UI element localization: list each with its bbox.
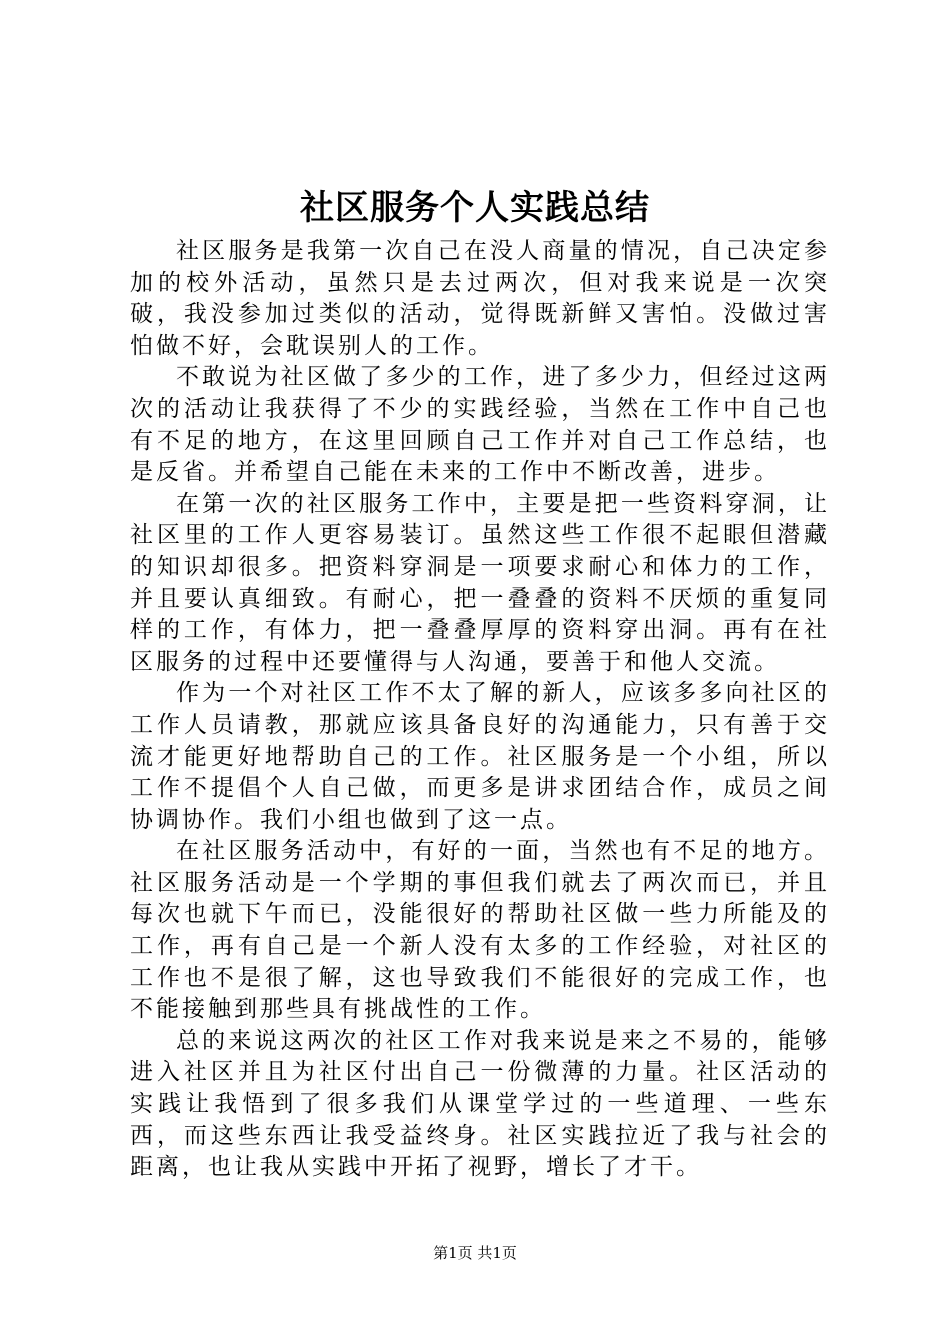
paragraph-6: 总的来说这两次的社区工作对我来说是来之不易的，能够进入社区并且为社区付出自己一份微薄的力量。社区活动的实践让我悟到了很多我们从课堂学过的一些道理、一些东西，而这些东西让我受益终身。社区实践拉近了我与社会的距离，也让我从实践中开拓了视野，增长了才干。 — [130, 1027, 830, 1181]
document-title: 社区服务个人实践总结 — [300, 188, 650, 228]
paragraph-1: 社区服务是我第一次自己在没人商量的情况，自己决定参加的校外活动，虽然只是去过两次，但对我来说是一次突破，我没参加过类似的活动，觉得既新鲜又害怕。没做过害怕做不好，会耽误别人的工作。 — [130, 238, 830, 359]
page-footer: 第1页 共1页 — [433, 1244, 517, 1262]
document-body — [130, 236, 830, 1184]
paragraph-2: 不敢说为社区做了多少的工作，进了多少力，但经过这两次的活动让我获得了不少的实践经验，当然在工作中自己也有不足的地方，在这里回顾自己工作并对自己工作总结，也是反省。并希望自己能在未来的工作中不断改善，进步。 — [130, 364, 830, 486]
paragraph-4: 作为一个对社区工作不太了解的新人，应该多多向社区的工作人员请教，那就应该具备良好的沟通能力，只有善于交流才能更好地帮助自己的工作。社区服务是一个小组，所以工作不提倡个人自己做，而更多是讲求团结合作，成员之间协调协作。我们小组也做到了这一点。 — [130, 680, 830, 833]
paragraph-5: 在社区服务活动中，有好的一面，当然也有不足的地方。社区服务活动是一个学期的事但我们就去了两次而已，并且每次也就下午而已，没能很好的帮助社区做一些力所能及的工作，再有自己是一个新人没有太多的工作经验，对社区的工作也不是很了解，这也导致我们不能很好的完成工作，也不能接触到那些具有挑战性的工作。 — [130, 838, 830, 1023]
paragraph-3: 在第一次的社区服务工作中，主要是把一些资料穿洞，让社区里的工作人更容易装订。虽然这些工作很不起眼但潜藏的知识却很多。把资料穿洞是一项要求耐心和体力的工作，并且要认真细致。有耐心，把一叠叠的资料不厌烦的重复同样的工作，有体力，把一叠叠厚厚的资料穿出洞。再有在社区服务的过程中还要懂得与人沟通，要善于和他人交流。 — [130, 490, 830, 675]
